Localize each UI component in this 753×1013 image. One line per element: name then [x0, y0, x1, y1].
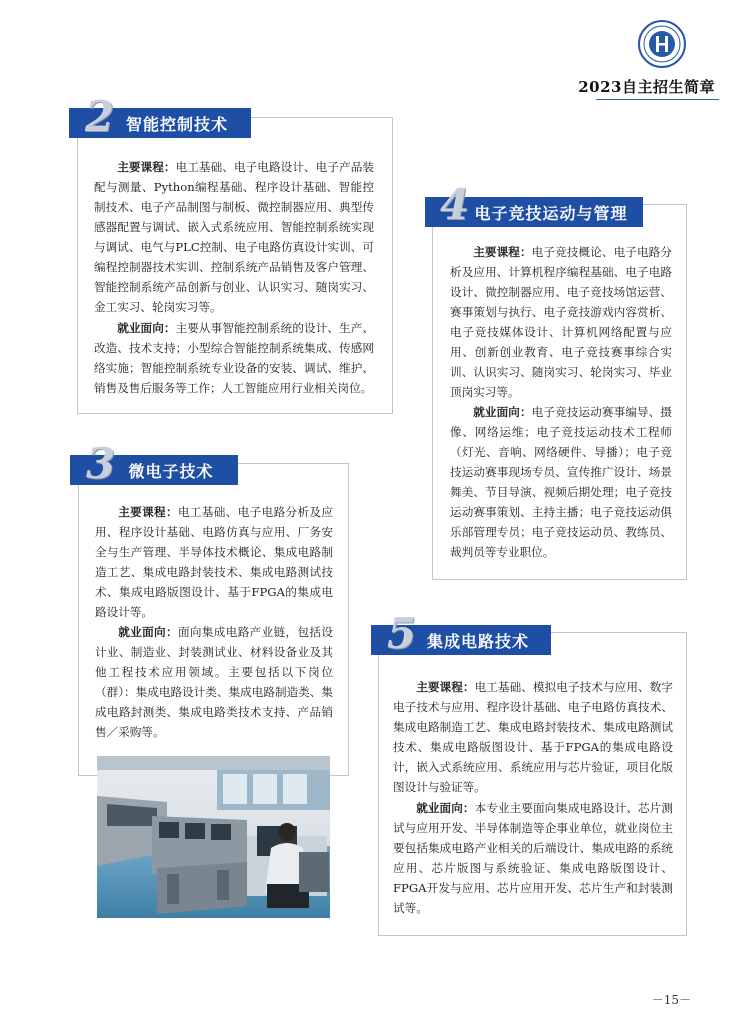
- section-jobs-paragraph: [95, 622, 333, 742]
- courses-text: 电子竞技概论、电子电路分析及应用、计算机程序编程基础、电子电路设计、微控制器应用、电子竞技场馆运营、赛事策划与执行、电子竞技游戏内容赏析、电子竞技媒体设计、计算机网络配置与应用、创新创业教育、电子竞技赛事综合实训、认识实习、随岗实习、轮岗实习、毕业顶岗实习等。: [450, 245, 672, 399]
- jobs-label: 就业面向：: [473, 405, 532, 419]
- section-number: 5: [387, 609, 417, 658]
- section-courses-paragraph: [94, 157, 374, 317]
- school-emblem-icon: [638, 20, 686, 68]
- jobs-label: 就业面向：: [118, 625, 178, 639]
- section-number: 4: [440, 180, 470, 229]
- section-title: 电子竞技运动与管理: [474, 203, 628, 223]
- section-title: 智能控制技术: [125, 114, 228, 134]
- courses-text: 电工基础、电子电路分析及应用、程序设计基础、电路仿真与应用、厂务安全与生产管理、半导体技术概论、集成电路制造工艺、集成电路封装技术、集成电路测试技术、集成电路版图设计、基于FPGA的集成电路设计等。: [95, 505, 333, 619]
- section-courses-paragraph: [450, 242, 672, 402]
- jobs-text: 电子竞技运动赛事编导、摄像、网络运维；电子竞技运动技术工程师（灯光、音响、网络硬件、导播）；电子竞技运动赛事现场专员、宣传推广设计、场景舞美、节目导演、视频后期处理；电子竞技运动赛事策划、主持主播；电子竞技运动俱乐部管理专员；电子竞技运动员、教练员、裁判员等专业职位。: [450, 405, 672, 559]
- header-title: 2023自主招生简章: [578, 78, 715, 96]
- jobs-label: 就业面向：: [117, 321, 176, 335]
- lab-workstation-photo: [97, 756, 330, 918]
- section-courses-paragraph: [95, 502, 333, 622]
- section-number: 2: [85, 92, 115, 141]
- section-jobs-paragraph: [450, 402, 672, 562]
- courses-text: 电工基础、模拟电子技术与应用、数字电子技术与应用、程序设计基础、电子电路仿真技术、集成电路制造工艺、集成电路封装技术、集成电路测试技术、集成电路版图设计、基于FPGA的集成电路设计，嵌入式系统应用、系统应用与芯片验证，项目化版图设计与验证等。: [393, 680, 673, 794]
- section-title: 微电子技术: [128, 461, 214, 481]
- section-courses-paragraph: [393, 677, 673, 797]
- section-jobs-paragraph: [94, 318, 374, 398]
- courses-label: 主要课程：: [117, 160, 176, 174]
- jobs-text: 面向集成电路产业链，包括设计业、制造业、封装测试业、材料设备业及其他工程技术应用领域。主要包括以下岗位（群）：集成电路设计类、集成电路制造类、集成电路封测类、集成电路类技术支持、产品销售／采购等。: [95, 625, 333, 739]
- jobs-label: 就业面向：: [416, 801, 475, 815]
- courses-text: 电工基础、电子电路设计、电子产品装配与测量、Python编程基础、程序设计基础、智能控制技术、电子产品制图与制板、微控制器应用、典型传感器配置与调试、嵌入式系统应用、智能控制系统实现与调试、电气与PLC控制、电子电路仿真设计实训、可编程控制器技术实训、控制系统产品销售及客户管理、智能控制系统产品创新与创业、认识实习、随岗实习、金工实习、轮岗实习等。: [94, 160, 374, 314]
- section-title: 集成电路技术: [426, 631, 529, 651]
- courses-label: 主要课程：: [416, 680, 475, 694]
- section-number: 3: [86, 439, 116, 488]
- jobs-text: 主要从事智能控制系统的设计、生产、改造、技术支持；小型综合智能控制系统集成、传感网络实施；智能控制系统专业设备的安装、调试、维护、销售及售后服务等工作；人工智能应用行业相关岗位。: [94, 321, 374, 395]
- courses-label: 主要课程：: [473, 245, 532, 259]
- header-divider: [596, 99, 719, 100]
- jobs-text: 本专业主要面向集成电路设计、芯片测试与应用开发、半导体制造等企事业单位，就业岗位主要包括集成电路产业相关的后端设计、集成电路的系统应用、芯片版图与系统验证、集成电路版图设计、FPGA开发与应用、芯片应用开发、芯片生产和封装测试等。: [393, 801, 673, 915]
- page-number: －15－: [651, 993, 691, 1007]
- section-jobs-paragraph: [393, 798, 673, 918]
- courses-label: 主要课程：: [118, 505, 178, 519]
